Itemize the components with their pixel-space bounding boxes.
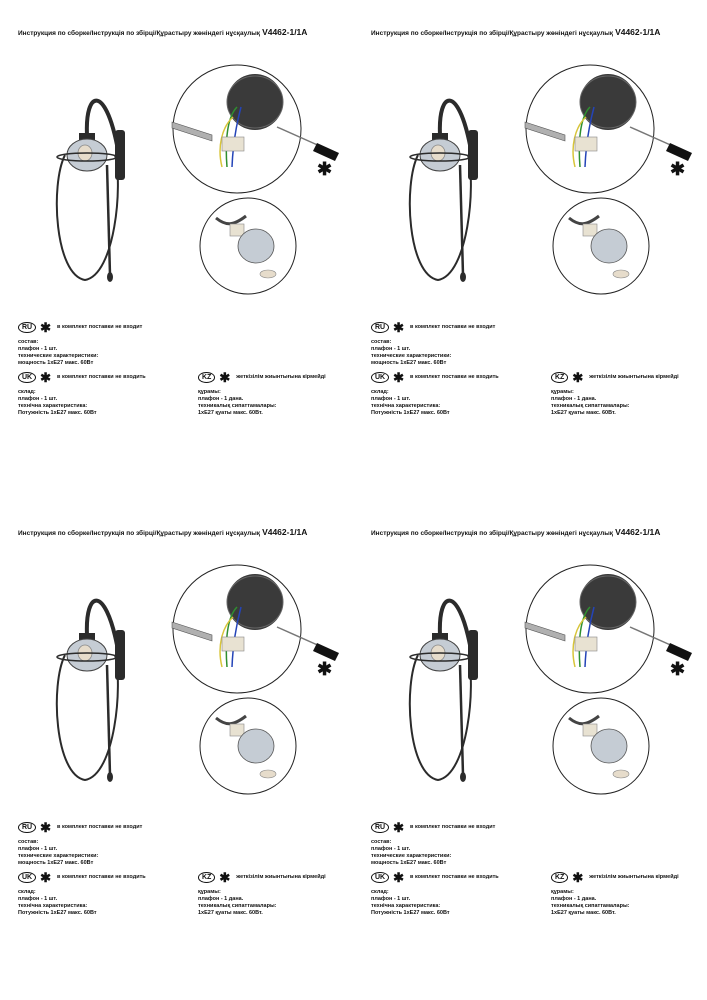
kz-line: құрамы: <box>198 389 221 395</box>
uk-badge: UK <box>371 372 389 383</box>
kz-line: құрамы: <box>551 389 574 395</box>
kz-section <box>551 372 679 417</box>
ru-line: плафон - 1 шт. <box>18 846 58 852</box>
lamp-illustration <box>398 585 508 795</box>
mounting-diagram <box>167 557 342 697</box>
kz-line: 1хE27 қуаты макс. 60Вт. <box>551 910 616 916</box>
kz-line: плафон - 1 дана. <box>198 396 244 402</box>
ru-badge: RU <box>18 822 36 833</box>
kz-badge: KZ <box>551 372 568 383</box>
svg-text:✱: ✱ <box>317 659 333 679</box>
asterisk-icon: ✱ <box>393 870 405 885</box>
kz-section <box>198 872 326 917</box>
uk-line: технічна характеристика: <box>371 403 441 409</box>
uk-badge: UK <box>18 872 36 883</box>
asterisk-icon: ✱ <box>572 370 584 385</box>
shade-diagram <box>188 696 308 796</box>
kz-line: техникалық сипаттамалары: <box>198 903 277 909</box>
uk-line: плафон - 1 шт. <box>18 896 58 902</box>
ru-line: состав: <box>371 339 392 345</box>
ru-badge: RU <box>371 322 389 333</box>
uk-line: технічна характеристика: <box>18 403 88 409</box>
mounting-diagram <box>520 57 695 197</box>
uk-line: склад: <box>18 889 36 895</box>
asterisk-icon: ✱ <box>572 870 584 885</box>
lamp-illustration <box>398 85 508 295</box>
uk-section <box>18 872 146 917</box>
kz-line: 1хE27 қуаты макс. 60Вт. <box>198 410 263 416</box>
uk-line: технічна характеристика: <box>18 903 88 909</box>
lamp-illustration <box>45 585 155 795</box>
uk-line: склад: <box>371 889 389 895</box>
model-code: V4462-1/1A <box>262 27 308 37</box>
uk-line: склад: <box>18 389 36 395</box>
kz-badge: KZ <box>551 872 568 883</box>
ru-line: состав: <box>371 839 392 845</box>
uk-line: Потужність 1хE27 макс. 60Вт <box>18 910 97 916</box>
kz-note: жеткізілім жиынтығына кірмейді <box>589 374 679 380</box>
ru-line: мощность 1хE27 макс. 60Вт <box>18 860 94 866</box>
uk-line: плафон - 1 шт. <box>371 396 411 402</box>
mounting-diagram <box>520 557 695 697</box>
kz-line: құрамы: <box>198 889 221 895</box>
asterisk-icon: ✱ <box>393 320 405 335</box>
title-text: Инструкция по сборке/Інструкція по збірці/Құрастыру жөніндегі нұсқаулық <box>371 30 614 37</box>
svg-text:✱: ✱ <box>317 159 333 179</box>
kz-note: жеткізілім жиынтығына кірмейді <box>236 874 326 880</box>
title-text: Инструкция по сборке/Інструкція по збірці/Құрастыру жөніндегі нұсқаулық <box>371 530 614 537</box>
instruction-panel <box>353 500 706 1000</box>
ru-section <box>18 822 142 867</box>
ru-line: мощность 1хE27 макс. 60Вт <box>371 860 447 866</box>
kz-badge: KZ <box>198 872 215 883</box>
shade-diagram <box>541 696 661 796</box>
model-code: V4462-1/1A <box>615 27 661 37</box>
uk-note: в комплект поставки не входить <box>57 874 146 880</box>
uk-section <box>371 372 499 417</box>
kz-line: техникалық сипаттамалары: <box>551 903 630 909</box>
ru-section <box>18 322 142 367</box>
asterisk-icon: ✱ <box>219 370 231 385</box>
instruction-panel <box>0 500 353 1000</box>
ru-note: в комплект поставки не входит <box>410 324 496 330</box>
ru-line: плафон - 1 шт. <box>18 346 58 352</box>
kz-note: жеткізілім жиынтығына кірмейді <box>589 874 679 880</box>
instruction-panel <box>353 0 706 500</box>
ru-line: технические характеристики: <box>18 353 99 359</box>
ru-line: плафон - 1 шт. <box>371 846 411 852</box>
asterisk-icon: ✱ <box>40 370 52 385</box>
kz-section <box>551 872 679 917</box>
uk-badge: UK <box>18 372 36 383</box>
kz-line: техникалық сипаттамалары: <box>198 403 277 409</box>
svg-text:✱: ✱ <box>670 659 686 679</box>
kz-line: құрамы: <box>551 889 574 895</box>
ru-note: в комплект поставки не входит <box>410 824 496 830</box>
kz-section <box>198 372 326 417</box>
model-code: V4462-1/1A <box>262 527 308 537</box>
instruction-panel <box>0 0 353 500</box>
ru-badge: RU <box>371 822 389 833</box>
uk-line: плафон - 1 шт. <box>18 396 58 402</box>
ru-line: состав: <box>18 339 39 345</box>
uk-line: склад: <box>371 389 389 395</box>
instruction-title <box>18 527 307 537</box>
asterisk-icon: ✱ <box>219 870 231 885</box>
asterisk-icon: ✱ <box>40 870 52 885</box>
ru-badge: RU <box>18 322 36 333</box>
uk-note: в комплект поставки не входить <box>410 874 499 880</box>
shade-diagram <box>541 196 661 296</box>
ru-line: технические характеристики: <box>371 353 452 359</box>
ru-line: технические характеристики: <box>371 853 452 859</box>
ru-note: в комплект поставки не входит <box>57 824 143 830</box>
model-code: V4462-1/1A <box>615 527 661 537</box>
ru-line: мощность 1хE27 макс. 60Вт <box>18 360 94 366</box>
asterisk-icon: ✱ <box>393 820 405 835</box>
lamp-illustration <box>45 85 155 295</box>
ru-note: в комплект поставки не входит <box>57 324 143 330</box>
svg-text:✱: ✱ <box>670 159 686 179</box>
kz-line: плафон - 1 дана. <box>198 896 244 902</box>
asterisk-icon: ✱ <box>40 820 52 835</box>
uk-note: в комплект поставки не входить <box>57 374 146 380</box>
ru-section <box>371 322 495 367</box>
instruction-title <box>371 527 660 537</box>
kz-line: 1хE27 қуаты макс. 60Вт. <box>198 910 263 916</box>
kz-line: 1хE27 қуаты макс. 60Вт. <box>551 410 616 416</box>
instruction-title <box>18 27 307 37</box>
uk-line: Потужність 1хE27 макс. 60Вт <box>18 410 97 416</box>
ru-line: технические характеристики: <box>18 853 99 859</box>
uk-line: плафон - 1 шт. <box>371 896 411 902</box>
uk-section <box>371 872 499 917</box>
uk-badge: UK <box>371 872 389 883</box>
asterisk-icon: ✱ <box>393 370 405 385</box>
ru-line: мощность 1хE27 макс. 60Вт <box>371 360 447 366</box>
kz-note: жеткізілім жиынтығына кірмейді <box>236 374 326 380</box>
uk-line: Потужність 1хE27 макс. 60Вт <box>371 910 450 916</box>
instruction-title <box>371 27 660 37</box>
ru-line: состав: <box>18 839 39 845</box>
asterisk-icon: ✱ <box>40 320 52 335</box>
title-text: Инструкция по сборке/Інструкція по збірці/Құрастыру жөніндегі нұсқаулық <box>18 30 261 37</box>
kz-line: плафон - 1 дана. <box>551 396 597 402</box>
ru-line: плафон - 1 шт. <box>371 346 411 352</box>
uk-note: в комплект поставки не входить <box>410 374 499 380</box>
uk-section <box>18 372 146 417</box>
kz-badge: KZ <box>198 372 215 383</box>
ru-section <box>371 822 495 867</box>
title-text: Инструкция по сборке/Інструкція по збірці/Құрастыру жөніндегі нұсқаулық <box>18 530 261 537</box>
uk-line: технічна характеристика: <box>371 903 441 909</box>
kz-line: техникалық сипаттамалары: <box>551 403 630 409</box>
kz-line: плафон - 1 дана. <box>551 896 597 902</box>
shade-diagram <box>188 196 308 296</box>
uk-line: Потужність 1хE27 макс. 60Вт <box>371 410 450 416</box>
mounting-diagram <box>167 57 342 197</box>
